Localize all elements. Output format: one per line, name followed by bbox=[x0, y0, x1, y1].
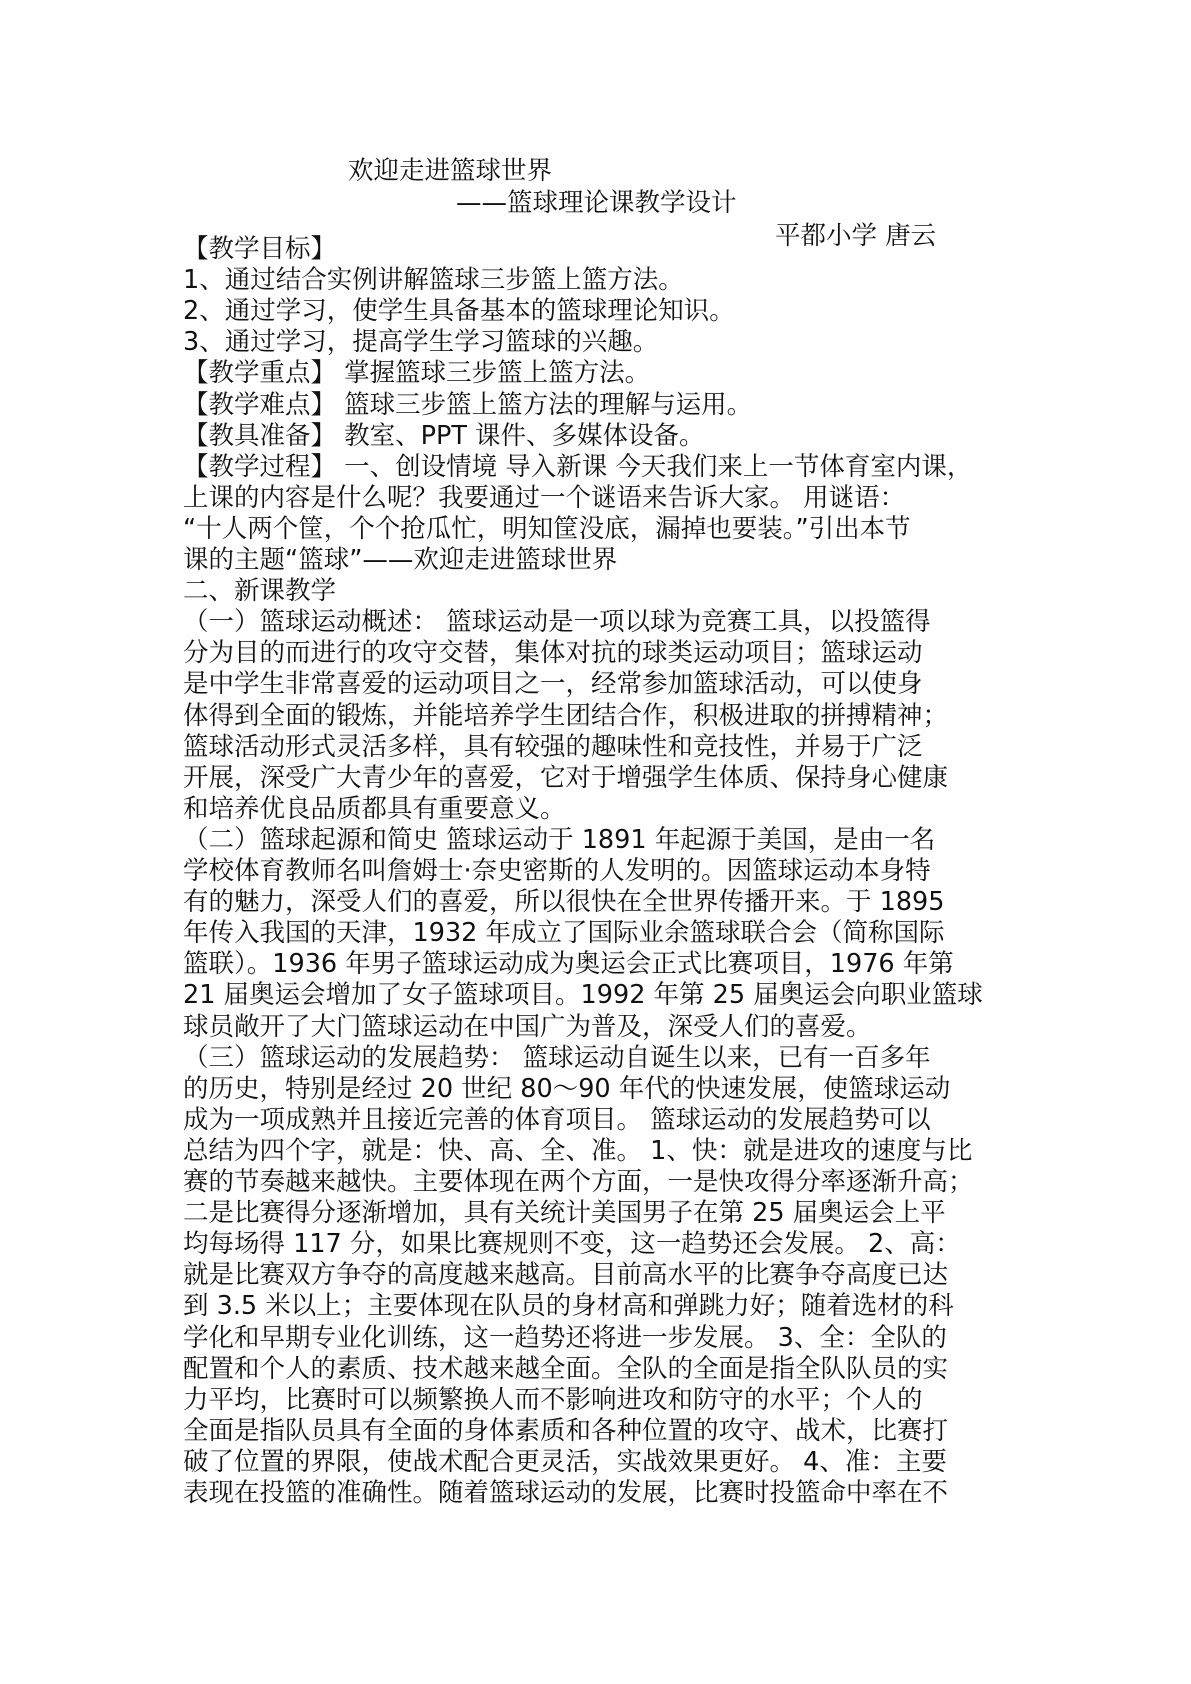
body-line: 【教具准备】 教室、PPT 课件、多媒体设备。 bbox=[183, 420, 705, 451]
body-line: 篮球活动形式灵活多样，具有较强的趣味性和竞技性，并易于广泛 bbox=[183, 731, 923, 762]
body-line: 力平均，比赛时可以频繁换人而不影响进攻和防守的水平；个人的 bbox=[183, 1384, 923, 1415]
body-line: 上课的内容是什么呢？我要通过一个谜语来告诉大家。 用谜语： bbox=[183, 482, 906, 513]
body-line: 1、通过结合实例讲解篮球三步篮上篮方法。 bbox=[183, 265, 684, 296]
body-line: 【教学目标】 bbox=[183, 234, 337, 264]
document-title: 欢迎走进篮球世界 bbox=[348, 156, 553, 186]
body-line: 体得到全面的锻炼，并能培养学生团结合作，积极进取的拼搏精神； bbox=[183, 700, 949, 731]
body-line: 就是比赛双方争夺的高度越来越高。目前高水平的比赛争夺高度已达 bbox=[183, 1260, 949, 1291]
body-line: 【教学过程】 一、创设情境 导入新课 今天我们来上一节体育室内课， bbox=[183, 451, 973, 482]
body-line: 年传入我国的天津，1932 年成立了国际业余篮球联合会（简称国际 bbox=[183, 918, 945, 949]
body-line: 球员敞开了大门篮球运动在中国广为普及，深受人们的喜爱。 bbox=[183, 1011, 872, 1042]
body-line: 成为一项成熟并且接近完善的体育项目。 篮球运动的发展趋势可以 bbox=[183, 1104, 931, 1135]
body-line: “十人两个筐，个个抢瓜忙，明知筐没底，漏掉也要装。”引出本节 bbox=[183, 513, 911, 544]
body-line: 课的主题“篮球”——欢迎走进篮球世界 bbox=[183, 545, 618, 575]
body-line: 均每场得 117 分，如果比赛规则不变，这一趋势还会发展。 2、高： bbox=[183, 1229, 961, 1260]
body-line: 篮联）。1936 年男子篮球运动成为奥运会正式比赛项目，1976 年第 bbox=[183, 949, 954, 980]
body-line: 分为目的而进行的攻守交替，集体对抗的球类运动项目；篮球运动 bbox=[183, 638, 923, 669]
body-line: 到 3.5 米以上；主要体现在队员的身材高和弹跳力好；随着选材的科 bbox=[183, 1291, 954, 1322]
body-line: 21 届奥运会增加了女子篮球项目。1992 年第 25 届奥运会向职业篮球 bbox=[183, 980, 983, 1011]
body-line: 表现在投篮的准确性。随着篮球运动的发展，比赛时投篮命中率在不 bbox=[183, 1478, 949, 1508]
body-line: 的历史，特别是经过 20 世纪 80～90 年代的快速发展，使篮球运动 bbox=[183, 1073, 951, 1104]
body-line: 学校体育教师名叫詹姆士·奈史密斯的人发明的。因篮球运动本身特 bbox=[183, 856, 931, 886]
body-line: 是中学生非常喜爱的运动项目之一，经常参加篮球活动，可以使身 bbox=[183, 669, 923, 700]
document-subtitle: ——篮球理论课教学设计 bbox=[456, 188, 737, 218]
body-line: （三）篮球运动的发展趋势： 篮球运动自诞生以来，已有一百多年 bbox=[183, 1042, 931, 1073]
document-author: 平都小学 唐云 bbox=[775, 221, 937, 251]
body-line: 配置和个人的素质、技术越来越全面。全队的全面是指全队队员的实 bbox=[183, 1353, 949, 1384]
body-line: （二）篮球起源和简史 篮球运动于 1891 年起源于美国，是由一名 bbox=[183, 824, 936, 855]
body-line: 有的魅力，深受人们的喜爱，所以很快在全世界传播开来。于 1895 bbox=[183, 887, 945, 918]
body-line: 二是比赛得分逐渐增加，具有关统计美国男子在第 25 届奥运会上平 bbox=[183, 1198, 946, 1229]
body-line: 2、通过学习，使学生具备基本的篮球理论知识。 bbox=[183, 296, 735, 327]
body-line: 全面是指队员具有全面的身体素质和各种位置的攻守、战术，比赛打 bbox=[183, 1415, 949, 1446]
body-line: 二、新课教学 bbox=[183, 576, 337, 607]
body-line: 破了位置的界限，使战术配合更灵活，实战效果更好。 4、准：主要 bbox=[183, 1446, 947, 1477]
body-line: 【教学重点】 掌握篮球三步篮上篮方法。 bbox=[183, 358, 651, 389]
body-line: 赛的节奏越来越快。主要体现在两个方面，一是快攻得分率逐渐升高； bbox=[183, 1167, 974, 1197]
body-line: 学化和早期专业化训练，这一趋势还将进一步发展。 3、全：全队的 bbox=[183, 1322, 947, 1353]
body-line: 总结为四个字，就是：快、高、全、准。 1、快：就是进攻的速度与比 bbox=[183, 1135, 973, 1166]
body-line: 3、通过学习，提高学生学习篮球的兴趣。 bbox=[183, 327, 659, 358]
body-line: 开展，深受广大青少年的喜爱，它对于增强学生体质、保持身心健康 bbox=[183, 762, 949, 793]
body-line: 和培养优良品质都具有重要意义。 bbox=[183, 793, 566, 824]
body-line: 【教学难点】 篮球三步篮上篮方法的理解与运用。 bbox=[183, 389, 753, 420]
body-line: （一）篮球运动概述： 篮球运动是一项以球为竞赛工具，以投篮得 bbox=[183, 607, 931, 638]
